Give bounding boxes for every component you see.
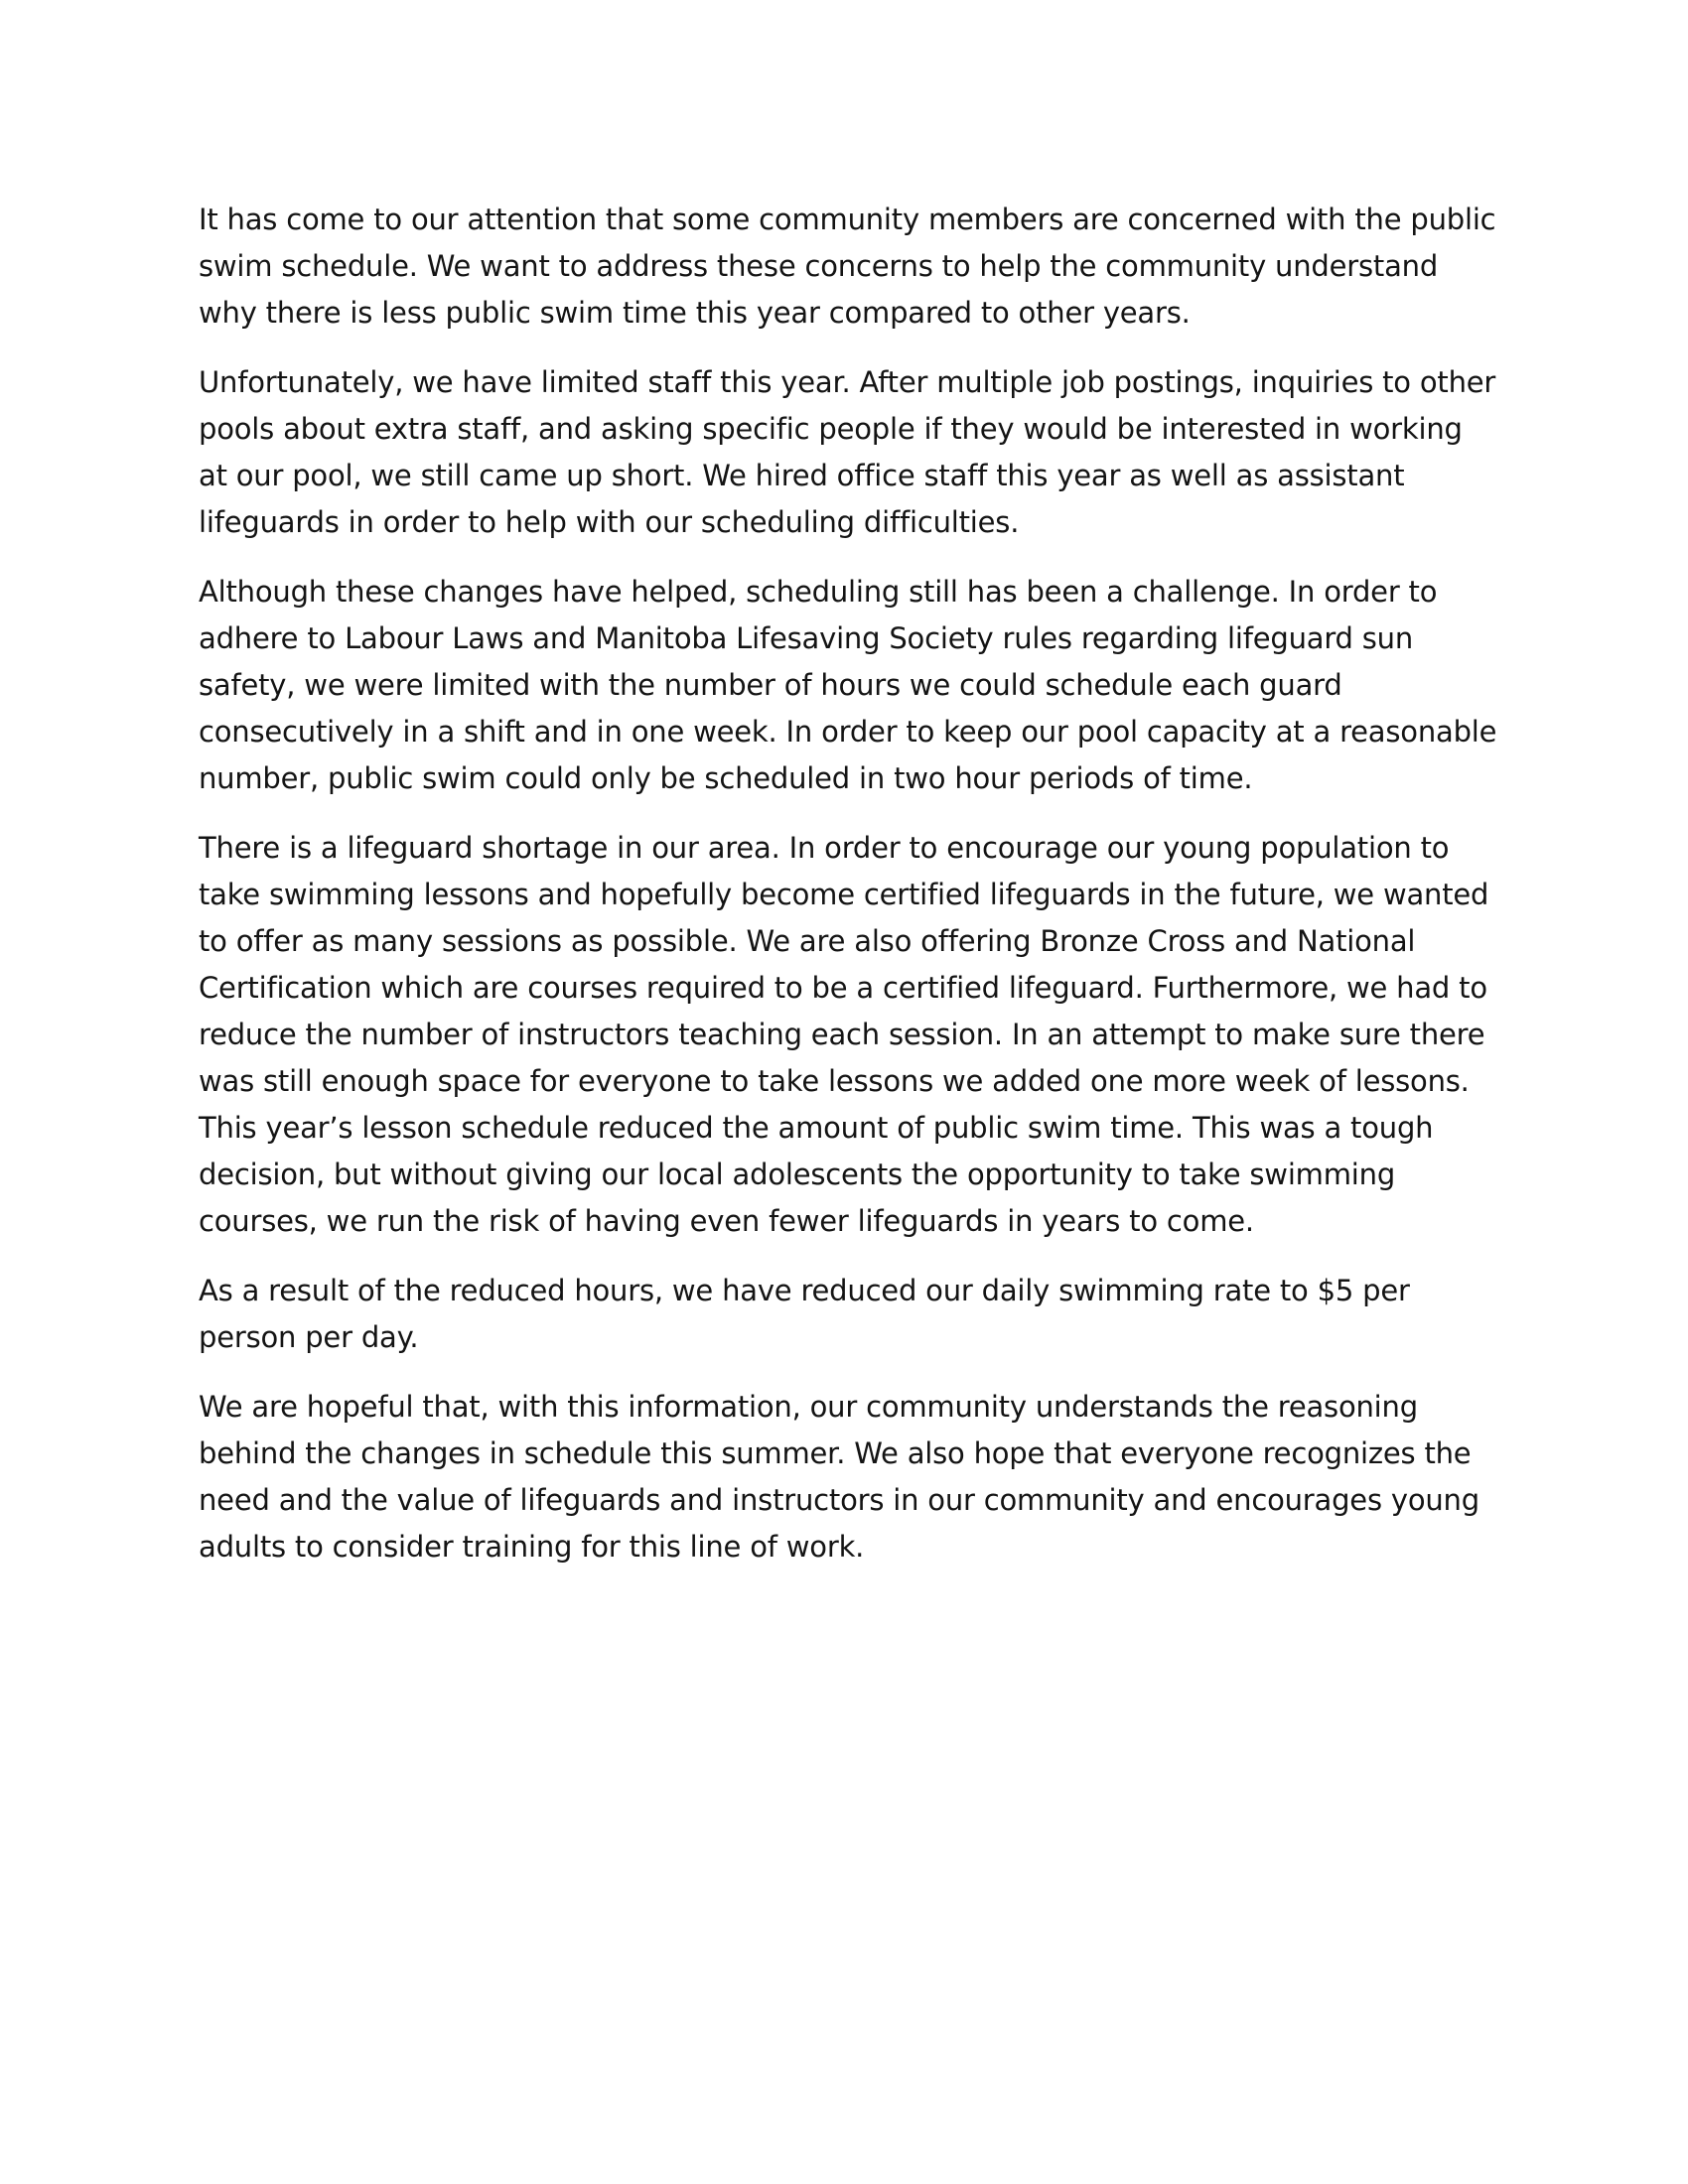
paragraph-closing: We are hopeful that, with this information, our community understands the reasoning behind the changes in schedule this summer. We also hope that everyone recognizes the need and the value of lifeguards and instructors in our community and encourages young adults to consider training for this line of work. [199,1390,1479,1564]
letter-body [199,197,1499,1593]
paragraph-lifeguard-shortage: There is a lifeguard shortage in our area. In order to encourage our young population to take swimming lessons and hopefully become certified lifeguards in the future, we wanted to offer as many sessions as possible. We are also offering Bronze Cross and National Certification which are courses required to be a certified lifeguard. Furthermore, we had to reduce the number of instructors teaching each session. In an attempt to make sure there was still enough space for everyone to take lessons we added one more week of lessons. This year’s lesson schedule reduced the amount of public swim time. This was a tough decision, but without giving our local adolescents the opportunity to take swimming courses, we run the risk of having even fewer lifeguards in years to come. [199,831,1489,1238]
paragraph-limited-staff: Unfortunately, we have limited staff this year. After multiple job postings, inquiries to other pools about extra staff, and asking specific people if they would be interested in working at our pool, we still came up short. We hired office staff this year as well as assistant lifeguards in order to help with our scheduling difficulties. [199,365,1496,539]
paragraph-scheduling-challenge: Although these changes have helped, scheduling still has been a challenge. In order to adhere to Labour Laws and Manitoba Lifesaving Society rules regarding lifeguard sun safety, we were limited with the number of hours we could schedule each guard consecutively in a shift and in one week. In order to keep our pool capacity at a reasonable number, public swim could only be scheduled in two hour periods of time. [199,575,1497,795]
paragraph-swim-schedule-concerns: It has come to our attention that some community members are concerned with the public swim schedule. We want to address these concerns to help the community understand why there is less public swim time this year compared to other years. [199,203,1496,330]
paragraph-reduced-rate: As a result of the reduced hours, we have reduced our daily swimming rate to $5 per person per day. [199,1274,1410,1354]
